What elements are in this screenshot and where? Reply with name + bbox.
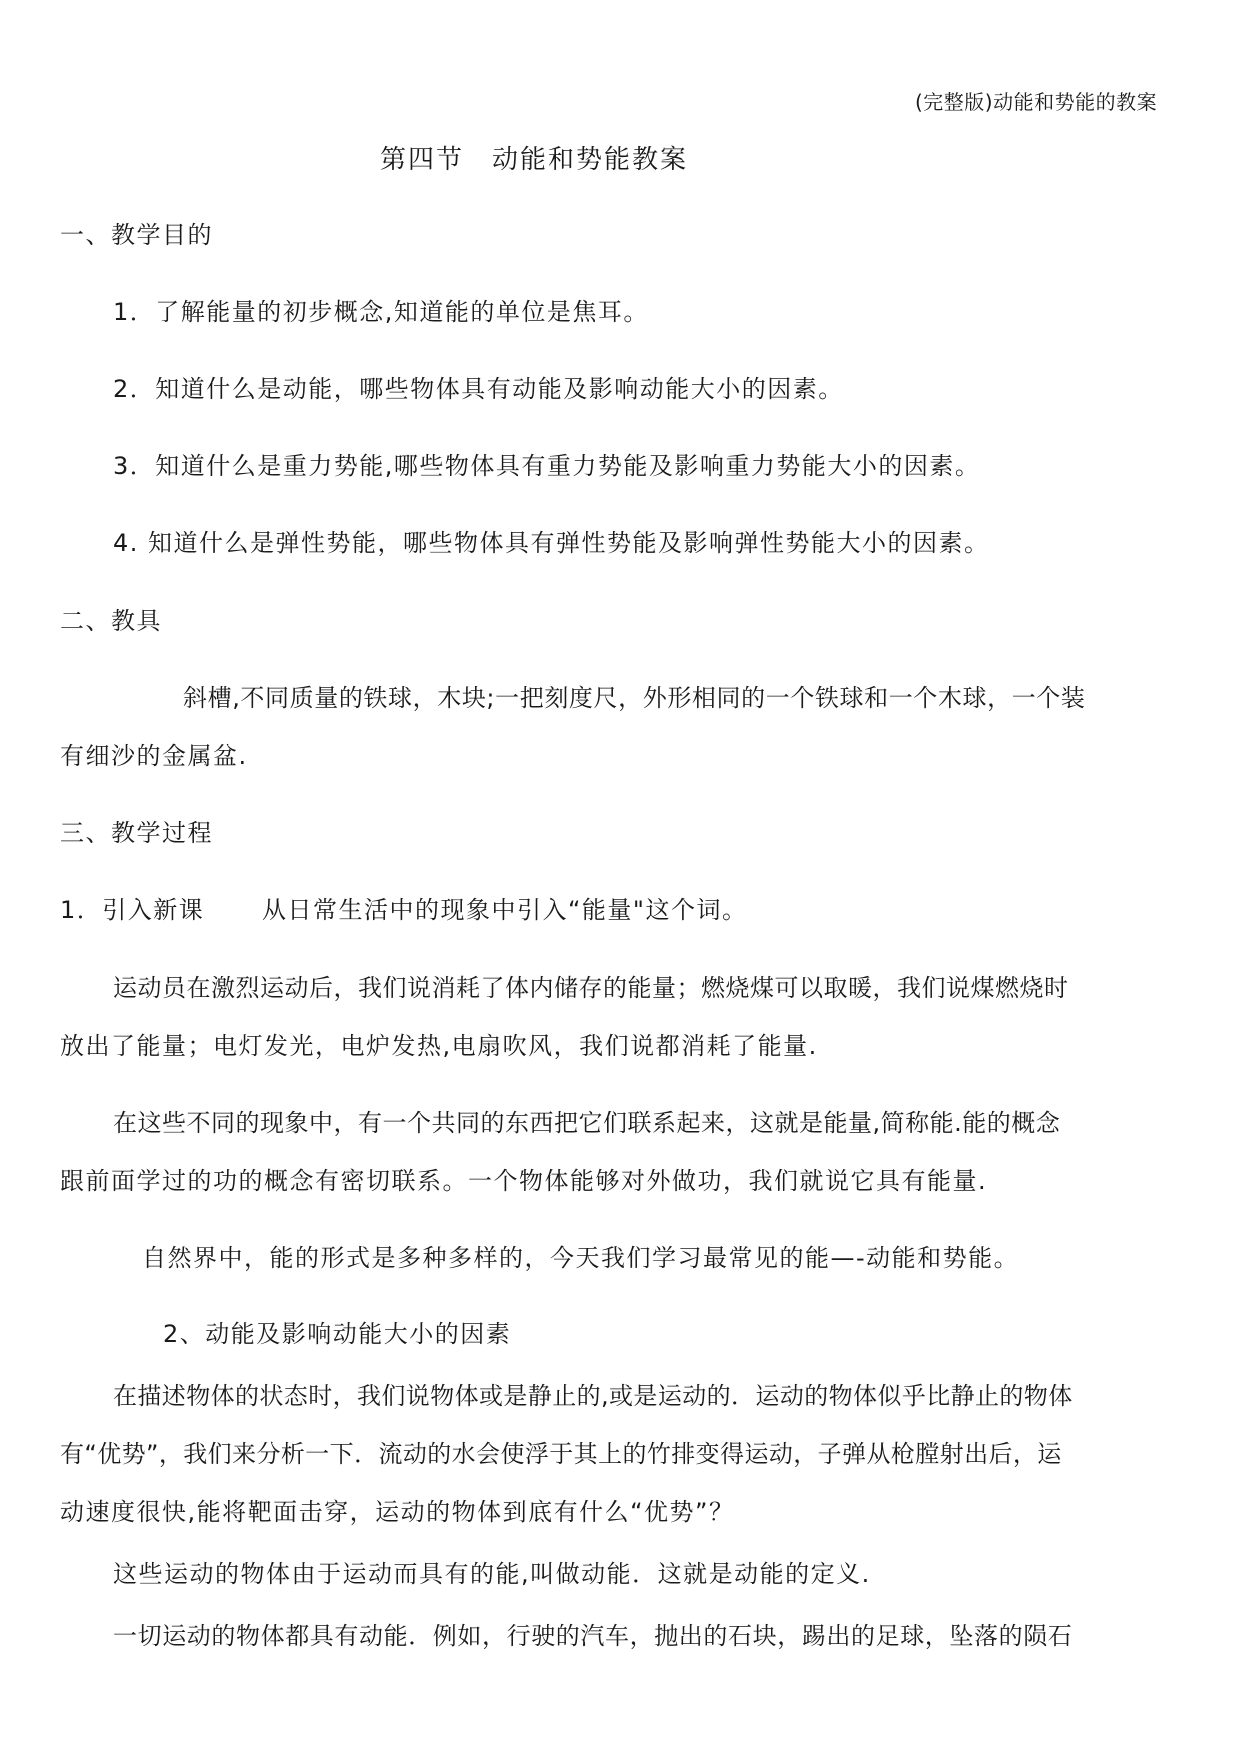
paragraph-line: 一切运动的物体都具有动能．例如，行驶的汽车，抛出的石块，踢出的足球，坠落的陨石 [113,1622,1073,1650]
paragraph-line: 运动员在激烈运动后，我们说消耗了体内储存的能量；燃烧煤可以取暖，我们说煤燃烧时 [113,974,1069,1002]
paragraph-line: 有“优势”，我们来分析一下．流动的水会使浮于其上的竹排变得运动，子弹从枪膛射出后，运 [60,1440,1062,1468]
paragraph-line: 放出了能量；电灯发光，电炉发热,电扇吹风，我们说都消耗了能量. [60,1032,818,1060]
objective-item: 4. 知道什么是弹性势能，哪些物体具有弹性势能及影响弹性势能大小的因素。 [113,529,990,557]
intro-text: 从日常生活中的现象中引入“能量"这个词。 [262,896,748,924]
equipment-text-line2: 有细沙的金属盆. [60,742,248,770]
objective-item: 2．知道什么是动能，哪些物体具有动能及影响动能大小的因素。 [113,375,844,403]
section-heading-objectives: 一、教学目的 [60,221,213,249]
header-note: (完整版)动能和势能的教案 [915,90,1158,114]
document-title: 第四节 动能和势能教案 [380,145,689,175]
paragraph-line: 跟前面学过的功的概念有密切联系。一个物体能够对外做功，我们就说它具有能量. [60,1167,988,1195]
objective-item: 3．知道什么是重力势能,哪些物体具有重力势能及影响重力势能大小的因素。 [113,452,981,480]
equipment-text-line1: 斜槽,不同质量的铁球，木块;一把刻度尺，外形相同的一个铁球和一个木球，一个装 [183,684,1086,712]
intro-label: 1．引入新课 [60,896,205,924]
section-heading-process: 三、教学过程 [60,819,213,847]
paragraph-line: 在描述物体的状态时，我们说物体或是静止的,或是运动的．运动的物体似乎比静止的物体 [113,1382,1073,1410]
paragraph-line: 这些运动的物体由于运动而具有的能,叫做动能．这就是动能的定义. [113,1560,871,1588]
objective-item: 1．了解能量的初步概念,知道能的单位是焦耳。 [113,298,649,326]
paragraph-line: 动速度很快,能将靶面击穿，运动的物体到底有什么“优势”？ [60,1498,735,1526]
paragraph-line: 自然界中，能的形式是多种多样的，今天我们学习最常见的能—-动能和势能。 [142,1244,1020,1272]
subsection-heading-kinetic-energy: 2、动能及影响动能大小的因素 [163,1320,512,1348]
section-heading-equipment: 二、教具 [60,607,162,635]
paragraph-line: 在这些不同的现象中，有一个共同的东西把它们联系起来，这就是能量,简称能.能的概念 [113,1109,1061,1137]
